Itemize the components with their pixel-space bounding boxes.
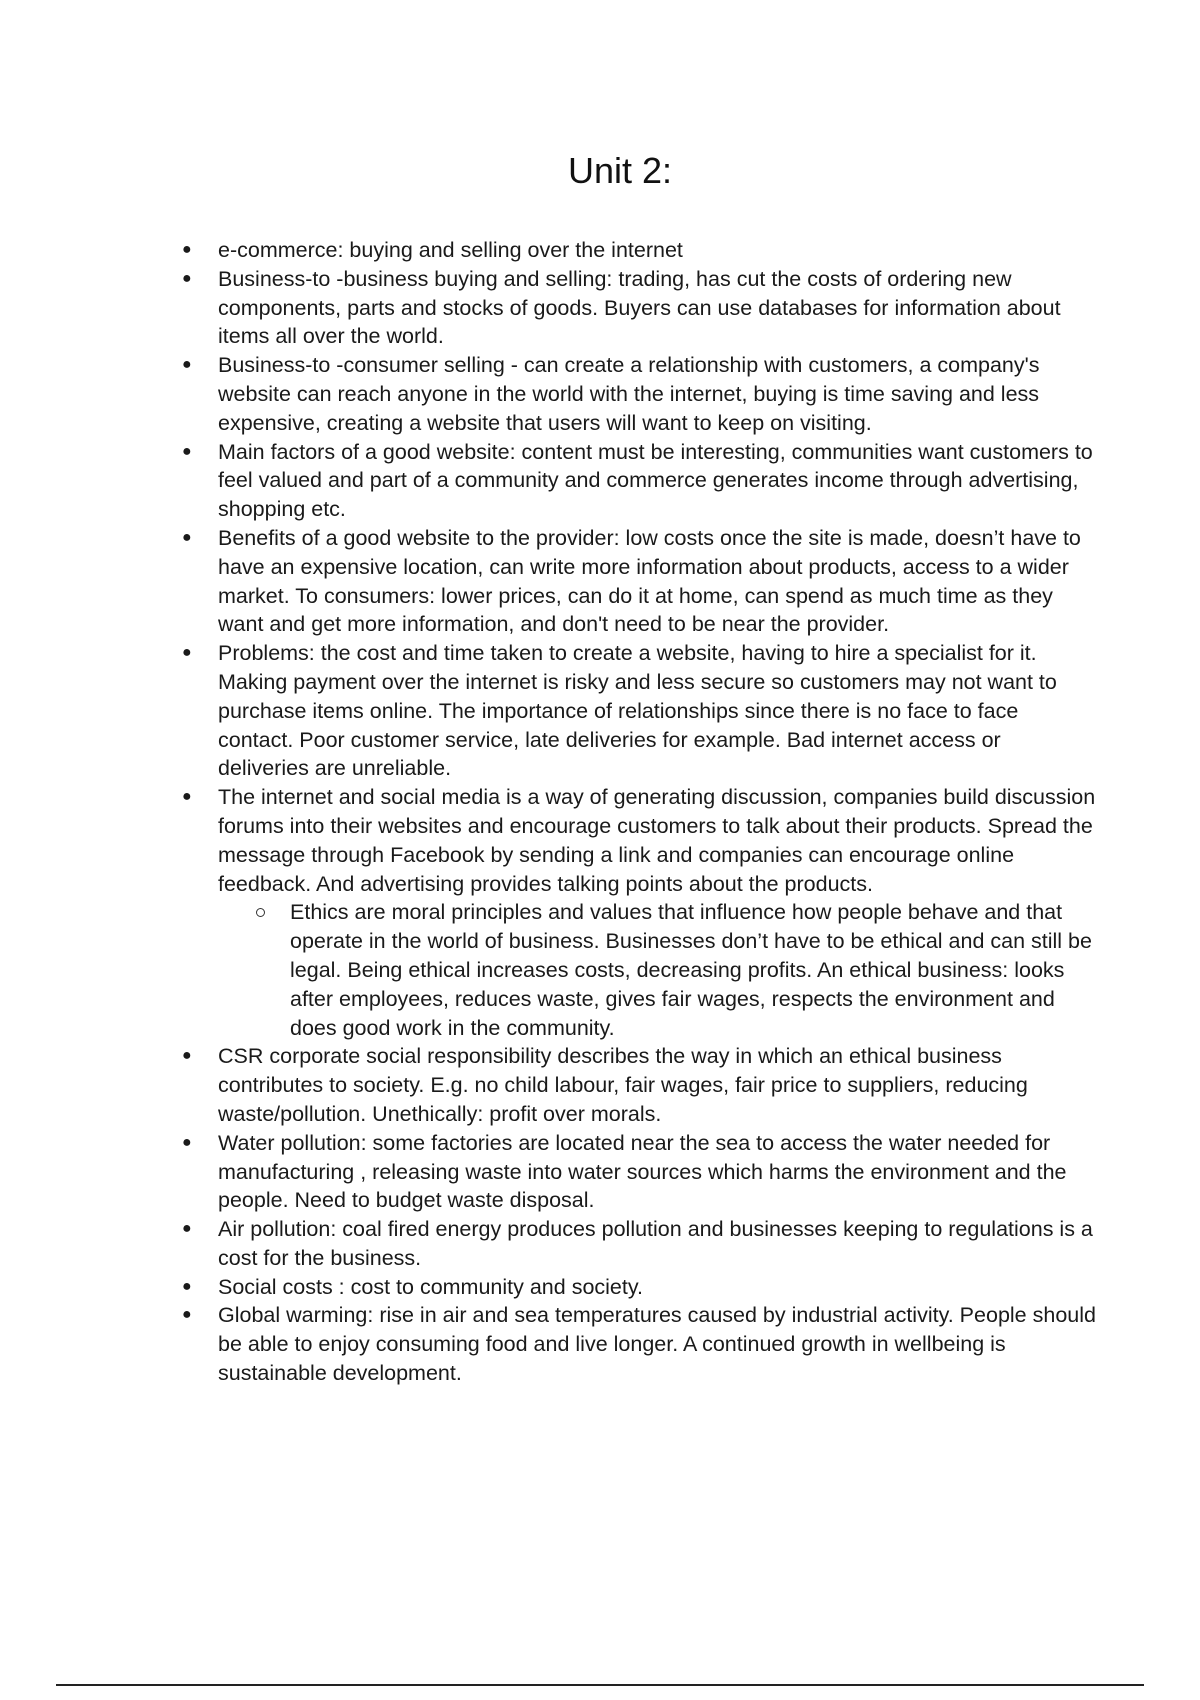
bullet-icon: ● xyxy=(182,1277,192,1295)
bullet-icon: ● xyxy=(182,1306,192,1324)
list-item xyxy=(176,783,1096,1042)
list-item-text: Social costs : cost to community and society. xyxy=(218,1274,643,1299)
list-item-text: Business-to -business buying and selling: trading, has cut the costs of ordering new components, parts and stocks of goods. Buyers can use databases for information about items all over the world. xyxy=(218,266,1061,349)
bullet-icon: ● xyxy=(182,1220,192,1238)
bullet-icon: ● xyxy=(182,644,192,662)
list-item-text: Water pollution: some factories are located near the sea to access the water needed for manufacturing , releasing waste into water sources which harms the environment and the people. Need to budget waste disposal. xyxy=(218,1130,1067,1213)
list-item-text: Business-to -consumer selling - can create a relationship with customers, a company's website can reach anyone in the world with the internet, buying is time saving and less expensive, creating a website that users will want to keep on visiting. xyxy=(218,353,1040,435)
list-item xyxy=(176,1301,1096,1387)
list-item xyxy=(176,351,1096,437)
bullet-icon: ● xyxy=(182,528,192,546)
list-item xyxy=(176,236,1096,265)
page-title: Unit 2: xyxy=(567,150,673,191)
list-item xyxy=(176,639,1096,783)
list-item xyxy=(176,1215,1096,1273)
sub-list-item xyxy=(290,898,1096,1042)
notes-list xyxy=(176,236,1096,1388)
list-item-text: CSR corporate social responsibility describes the way in which an ethical business contributes to society. E.g. no child labour, fair wages, fair price to suppliers, reducing waste/pollution. Unethically: profit over morals. xyxy=(218,1044,1028,1126)
bullet-icon: ● xyxy=(182,442,192,460)
sub-list-item-text: Ethics are moral principles and values that influence how people behave and that operate in the world of business. Businesses don’t have to be ethical and can still be legal. Being ethical increases costs, decreasing profits. An ethical business: looks after employees, reduces waste, gives fair wages, respects the environment and does good work in the community. xyxy=(290,900,1092,1040)
list-item-text: Main factors of a good website: content must be interesting, communities want customers to feel valued and part of a community and commerce generates income through advertising, shopping etc. xyxy=(218,439,1093,522)
bullet-icon: ● xyxy=(182,269,192,287)
list-item-text: Air pollution: coal fired energy produces pollution and businesses keeping to regulations is a cost for the business. xyxy=(218,1217,1093,1270)
list-item xyxy=(176,1129,1096,1215)
list-item-text: Global warming: rise in air and sea temperatures caused by industrial activity. People should be able to enjoy consuming food and live longer. A continued growth in wellbeing is sustainable development. xyxy=(218,1303,1096,1386)
bullet-icon: ● xyxy=(182,241,192,258)
list-item xyxy=(176,1042,1096,1128)
bullet-icon: ● xyxy=(182,1133,192,1151)
list-item-text: e-commerce: buying and selling over the internet xyxy=(218,238,683,262)
bullet-icon: ● xyxy=(182,356,192,374)
list-item xyxy=(176,524,1096,639)
sub-list xyxy=(218,898,1096,1042)
list-item xyxy=(176,1273,1096,1302)
footer-divider xyxy=(56,1684,1144,1686)
list-item-text: Benefits of a good website to the provider: low costs once the site is made, doesn’t have to have an expensive location, can write more information about products, access to a wider market. To consumers: lower prices, can do it at home, can spend as much time as they want and get more information, and don't need to be near the provider. xyxy=(218,525,1081,637)
list-item-text: Problems: the cost and time taken to create a website, having to hire a specialist for it. Making payment over the internet is risky and less secure so customers may not want to purchase items online. The importance of relationships since there is no face to face contact. Poor customer service, late deliveries for example. Bad internet access or deliveries are unreliable. xyxy=(218,641,1057,781)
bullet-icon: ● xyxy=(182,788,192,806)
bullet-icon: ● xyxy=(182,1047,192,1065)
list-item xyxy=(176,438,1096,524)
list-item xyxy=(176,265,1096,351)
hollow-bullet-icon xyxy=(256,908,265,917)
list-item-text: The internet and social media is a way of generating discussion, companies build discussion forums into their websites and encourage customers to talk about their products. Spread the message through Facebook by sending a link and companies can encourage online feedback. And advertising provides talking points about the products. xyxy=(218,785,1096,896)
